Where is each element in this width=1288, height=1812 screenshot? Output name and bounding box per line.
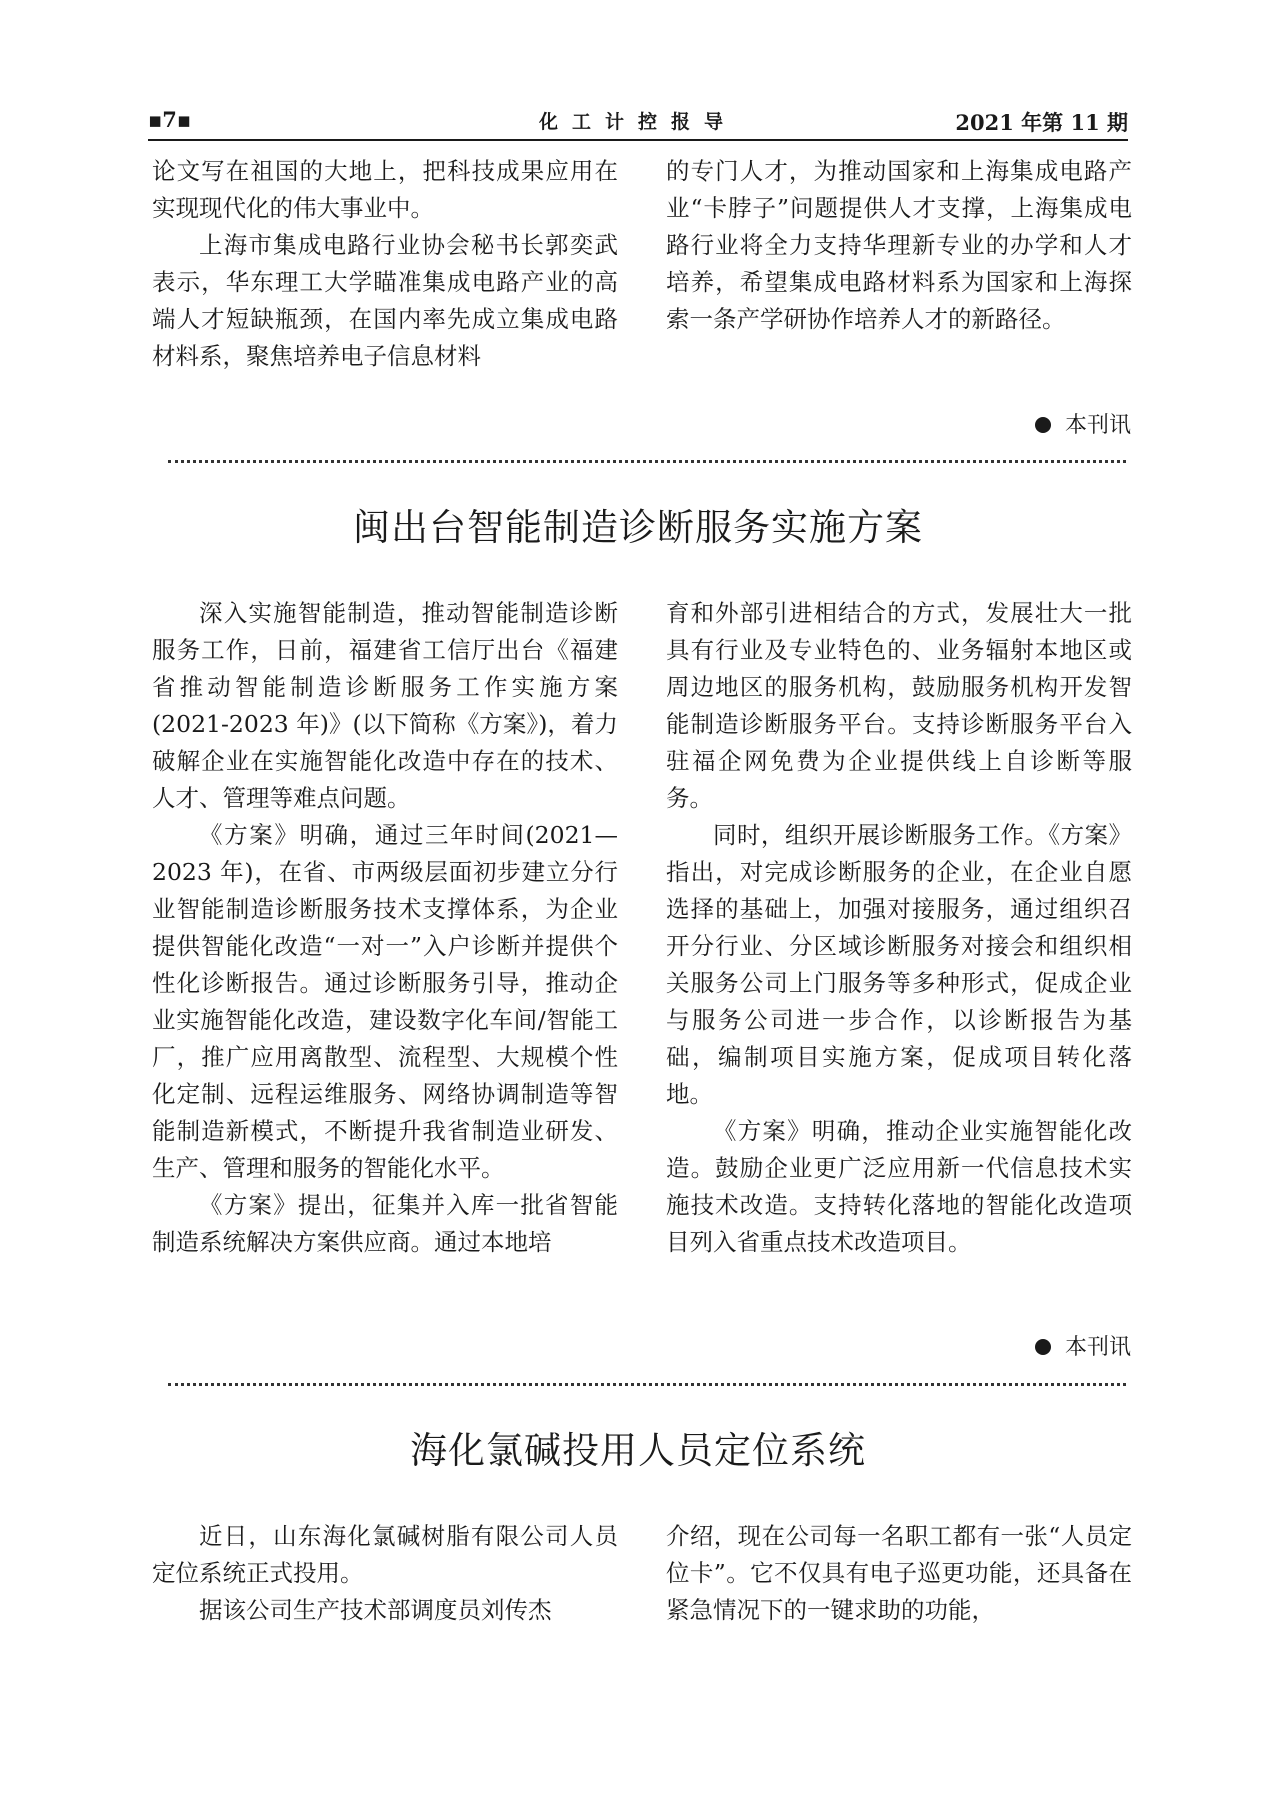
article-b-right-column [666, 595, 1132, 1261]
bullet-dot-icon [1035, 417, 1051, 433]
article-a-left-column [152, 153, 618, 375]
source-label: 本刊讯 [1064, 1335, 1131, 1360]
article-a-right-column [666, 153, 1132, 338]
paragraph: 近日，山东海化氯碱树脂有限公司人员定位系统正式投用。 [152, 1522, 618, 1587]
paragraph: 《方案》提出，征集并入库一批省智能制造系统解决方案供应商。通过本地培 [152, 1191, 618, 1256]
paragraph: 《方案》明确，推动企业实施智能化改造。鼓励企业更广泛应用新一代信息技术实施技术改造。支持转化落地的智能化改造项目列入省重点技术改造项目。 [666, 1117, 1132, 1256]
article-a-source [1035, 408, 1131, 439]
paragraph: 《方案》明确，通过三年时间(2021—2023 年)，在省、市两级层面初步建立分行业智能制造诊断服务技术支撑体系，为企业提供智能化改造“一对一”入户诊断并提供个性化诊断报告。通过诊断服务引导，推动企业实施智能化改造，建设数字化车间/智能工厂，推广应用离散型、流程型、大规模个性化定制、远程运维服务、网络协调制造等智能制造新模式，不断提升我省制造业研发、生产、管理和服务的智能化水平。 [152, 821, 618, 1182]
page-header [148, 103, 1128, 141]
page-number: ▪7▪ [148, 107, 192, 132]
paragraph: 的专门人才，为推动国家和上海集成电路产业“卡脖子”问题提供人才支撑，上海集成电路行业将全力支持华理新专业的办学和人才培养，希望集成电路材料系为国家和上海探索一条产学研协作培养人才的新路径。 [666, 157, 1132, 333]
article-b-left-column [152, 595, 618, 1261]
dotted-separator [168, 460, 1126, 463]
article-b-source [1035, 1330, 1131, 1361]
issue-label: 2021 年第 11 期 [955, 110, 1128, 135]
paragraph: 育和外部引进相结合的方式，发展壮大一批具有行业及专业特色的、业务辐射本地区或周边地区的服务机构，鼓励服务机构开发智能制造诊断服务平台。支持诊断服务平台入驻福企网免费为企业提供线上自诊断等服务。 [666, 599, 1132, 812]
journal-title: 化工计控报导 [538, 111, 737, 133]
article-b-title: 闽出台智能制造诊断服务实施方案 [353, 506, 923, 549]
source-label: 本刊讯 [1064, 413, 1131, 438]
article-c-right-column [666, 1518, 1132, 1629]
paragraph: 上海市集成电路行业协会秘书长郭奕武表示，华东理工大学瞄准集成电路产业的高端人才短缺瓶颈，在国内率先成立集成电路材料系，聚焦培养电子信息材料 [152, 231, 618, 370]
paragraph: 介绍，现在公司每一名职工都有一张“人员定位卡”。它不仅具有电子巡更功能，还具备在紧急情况下的一键求助的功能， [666, 1522, 1132, 1624]
paragraph: 据该公司生产技术部调度员刘传杰 [199, 1596, 552, 1624]
article-c-title: 海化氯碱投用人员定位系统 [410, 1429, 866, 1472]
paragraph: 论文写在祖国的大地上，把科技成果应用在实现现代化的伟大事业中。 [152, 157, 618, 222]
paragraph: 同时，组织开展诊断服务工作。《方案》指出，对完成诊断服务的企业，在企业自愿选择的基础上，加强对接服务，通过组织召开分行业、分区域诊断服务对接会和组织相关服务公司上门服务等多种形式，促成企业与服务公司进一步合作，以诊断报告为基础，编制项目实施方案，促成项目转化落地。 [666, 821, 1132, 1108]
article-c-left-column [152, 1518, 618, 1629]
paragraph: 深入实施智能制造，推动智能制造诊断服务工作，日前，福建省工信厅出台《福建省推动智能制造诊断服务工作实施方案(2021-2023 年)》(以下简称《方案》)，着力破解企业在实施智能化改造中存在的技术、人才、管理等难点问题。 [152, 599, 618, 812]
bullet-dot-icon [1035, 1339, 1051, 1355]
dotted-separator [168, 1383, 1126, 1386]
